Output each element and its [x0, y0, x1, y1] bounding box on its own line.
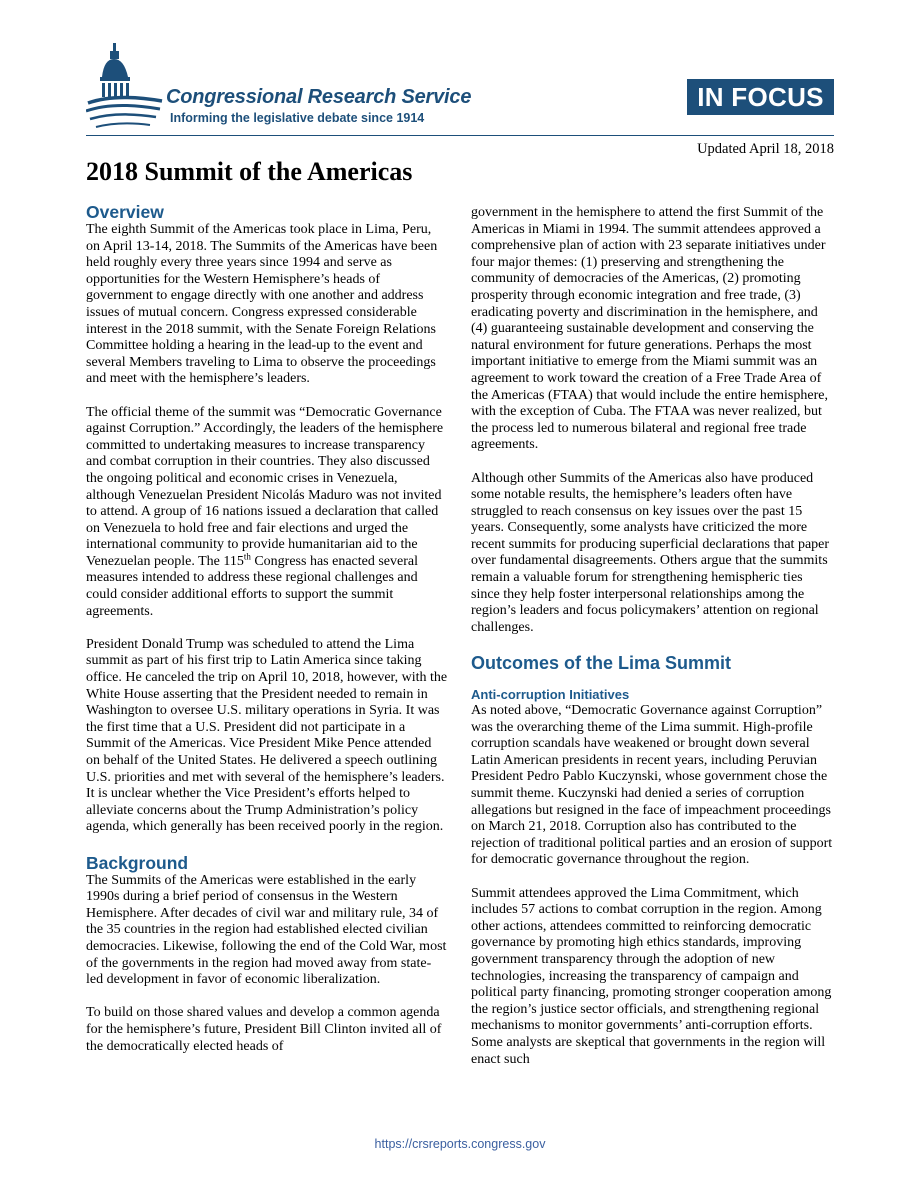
- background-paragraph-1: The Summits of the Americas were established in the early 1990s during a brief period of consensus in the Western Hemisphere. After decades of civil war and military rule, 34 of the 35 countries in the region had established elected civilian democracies. Likewise, following the end of the Cold War, most of the governments in the region had moved away from state-led development in favor of economic liberalization.: [86, 872, 447, 988]
- header-rule: [86, 135, 834, 136]
- left-column: [86, 202, 448, 1055]
- header: [86, 38, 836, 138]
- updated-date: Updated April 18, 2018: [697, 141, 834, 157]
- page-title: 2018 Summit of the Americas: [86, 157, 413, 186]
- anti-corruption-subheading: Anti-corruption Initiatives: [471, 687, 630, 703]
- outcomes-paragraph-2: Summit attendees approved the Lima Commitment, which includes 57 actions to combat corruption in the region. Among other actions, attendees committed to reinforcing democratic governance by promoting high ethics standards, improving government transparency through the adoption of new technologies, increasing the transparency of campaign and political party financing, promoting stronger cooperation among the region’s justice sector officials, and strengthening regional mechanisms to monitor governments’ anti-corruption efforts. Some analysts are skeptical that governments in the region will enact such: [471, 885, 832, 1067]
- capitol-dome-logo: [86, 43, 166, 133]
- overview-paragraph-1: The eighth Summit of the Americas took place in Lima, Peru, on April 13-14, 2018. The Summits of the Americas have been held roughly every three years since 1994 and serve as opportunities for the Western Hemisphere’s heads of government to engage directly with one another and address issues of mutual concern. Congress expressed considerable interest in the 2018 summit, with the Senate Foreign Relations Committee holding a hearing in the lead-up to the event and several Members traveling to Lima to observe the proceedings and meet with the hemisphere’s leaders.: [86, 222, 438, 387]
- in-focus-badge: IN FOCUS: [687, 79, 834, 115]
- outcomes-heading: Outcomes of the Lima Summit: [471, 653, 732, 674]
- overview-heading: Overview: [86, 202, 164, 222]
- background-paragraph-3: Although other Summits of the Americas also have produced some notable results, the hemisphere’s leaders often have struggled to reach consensus on key issues over the past 15 years. Consequently, some analysts have criticized the more recent summits for producing superficial declarations that paper over fundamental disagreements. Others argue that the summits remain a valuable forum for strengthening hemispheric ties since they help foster interpersonal relationships among the region’s leaders and focus policymakers’ attention on regional challenges.: [471, 470, 830, 635]
- organization-name: Congressional Research Service: [166, 86, 472, 108]
- organization-tagline: Informing the legislative debate since 1914: [170, 111, 425, 125]
- background-paragraph-2: To build on those shared values and develop a common agenda for the hemisphere’s future, President Bill Clinton invited all of the democratically elected heads of: [86, 1005, 442, 1054]
- overview-paragraph-2: The official theme of the summit was “Democratic Governance against Corruption.” Accordingly, the leaders of the hemisphere committed to undertaking measures to increase transparency and combat corruption in their countries. They also discussed the ongoing political and economic crises in Venezuela, although Venezuelan President Nicolás Maduro was not invited to attend. A group of 16 nations issued a declaration that called on Venezuela to hold free and fair elections and urged the international community to provide humanitarian aid to the Venezuelan people. The 115th Congress has enacted several measures intended to address these regional challenges and could consider additional efforts to support the summit agreements.: [86, 404, 444, 619]
- outcomes-paragraph-1: As noted above, “Democratic Governance against Corruption” was the overarching theme of the Lima summit. High-profile corruption scandals have weakened or brought down several Latin American presidents in recent years, including Peruvian President Pedro Pablo Kuczynski, whose government chose the summit theme. Kuczynski had denied a series of corruption allegations but resigned in the face of impeachment proceedings on March 21, 2018. Corruption also has contributed to the rejection of traditional political parties and an erosion of support for democratic governance throughout the region.: [471, 703, 833, 868]
- background-heading: Background: [86, 852, 189, 873]
- overview-paragraph-3: President Donald Trump was scheduled to attend the Lima summit as part of his first trip to Latin America since taking office. He canceled the trip on April 10, 2018, however, with the White House asserting that the President needed to remain in Washington to oversee U.S. military operations in Syria. It was the first time that a U.S. President did not participate in a Summit of the Americas. Vice President Mike Pence attended on behalf of the United States. He delivered a speech outlining U.S. priorities and met with several of the hemisphere’s leaders. It is unclear whether the Vice President’s efforts helped to alleviate concerns about the Trump Administration’s policy agenda, which generally has been received poorly in the region.: [86, 636, 448, 835]
- background-paragraph-2-continued: government in the hemisphere to attend the first Summit of the Americas in Miami in 1994. The summit attendees approved a comprehensive plan of action with 23 separate initiatives under four major themes: (1) preserving and strengthening the community of democracies of the Americas, (2) promoting prosperity through economic integration and free trade, (3) eradicating poverty and discrimination in the hemisphere, and (4) guaranteeing sustainable development and conserving the natural environment for future generations. Perhaps the most important initiative to emerge from the Miami summit was an agreement to work toward the creation of a Free Trade Area of the Americas (FTAA) that would include the entire hemisphere, with the exception of Cuba. The FTAA was never realized, but the process led to numerous bilateral and regional free trade agreements.: [471, 205, 828, 453]
- footer-url-link[interactable]: https://crsreports.congress.gov: [374, 1137, 546, 1151]
- right-column: [471, 205, 833, 1068]
